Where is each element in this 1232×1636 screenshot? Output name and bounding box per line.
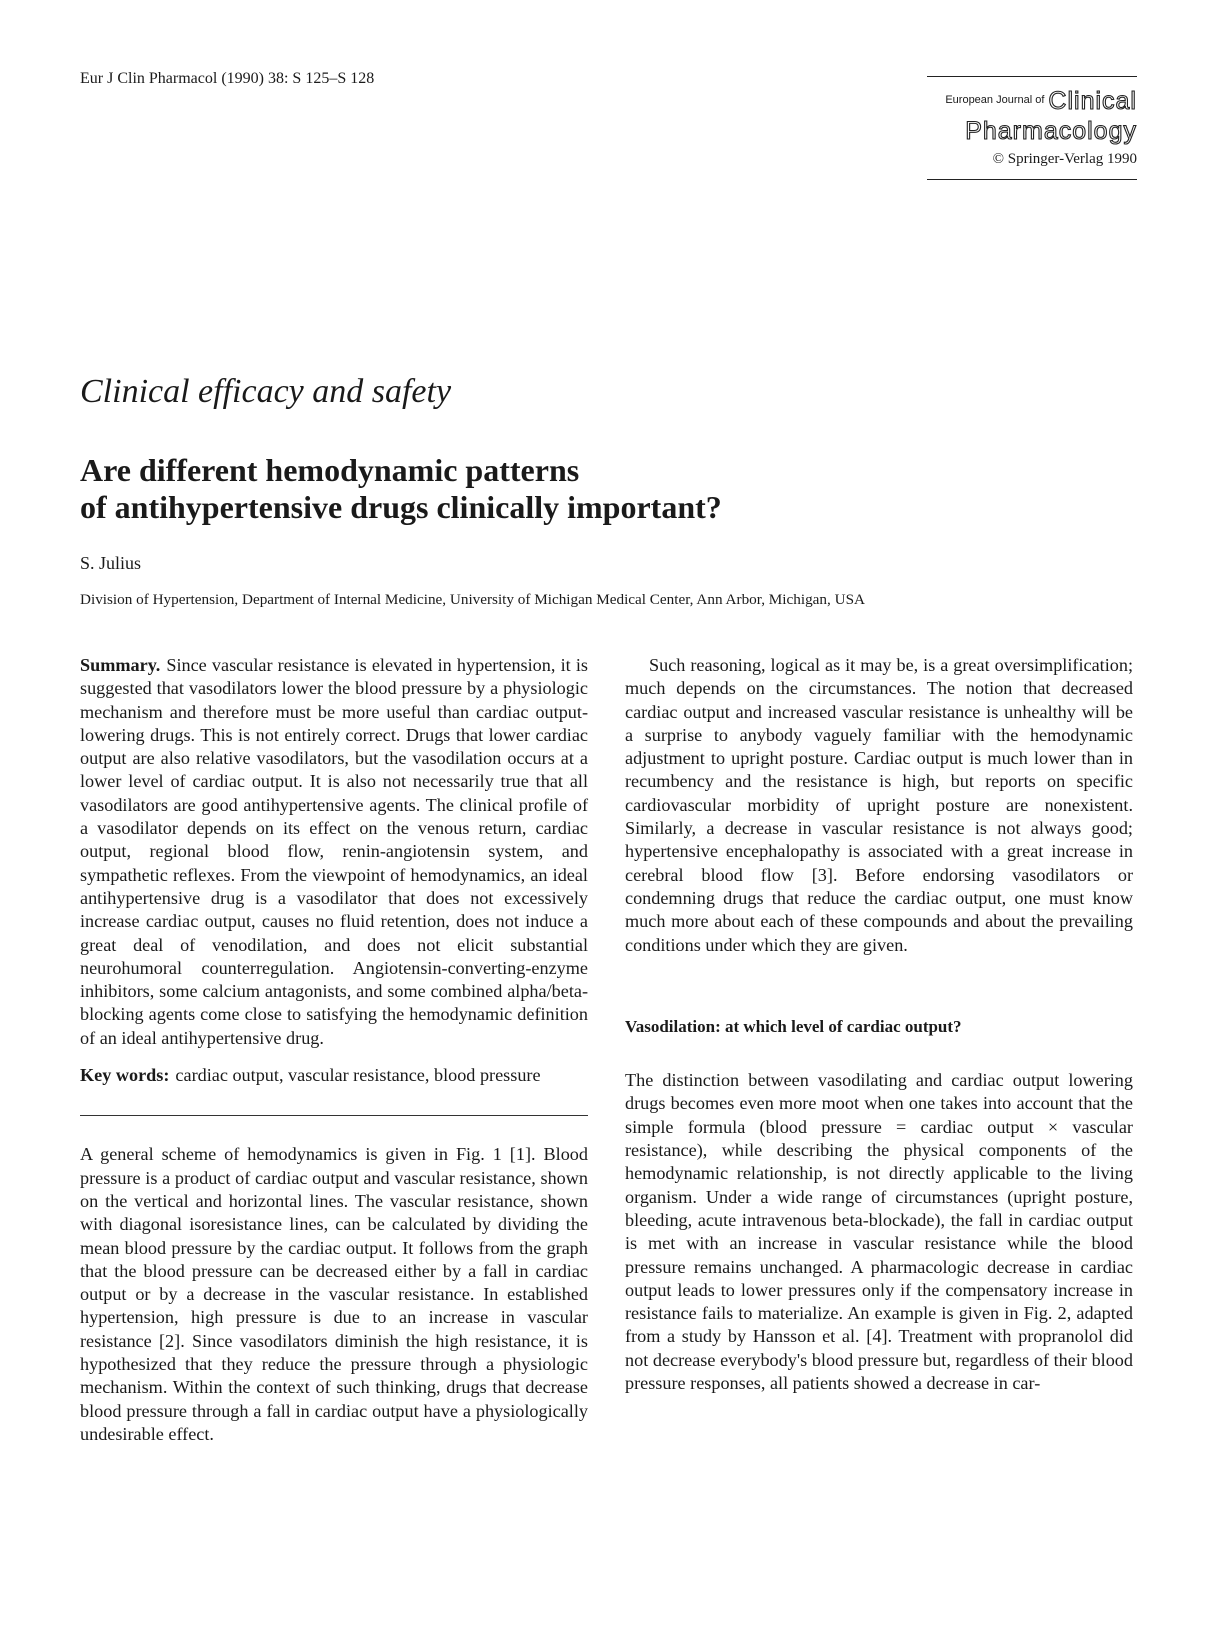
summary-label: Summary. — [80, 655, 161, 675]
keywords-paragraph — [80, 1064, 588, 1087]
body-paragraph-2: Such reasoning, logical as it may be, is a great oversimplification; much depends on the circumstances. The notion that decreased cardiac output and increased vascular resistance is unhealthy will be a surprise to anybody vaguely familiar with the hemodynamic adjustment to upright posture. Cardiac output is much lower than in recumbency and the resistance is high, but reports on specific cardiovascular morbidity of upright posture are nonexistent. Similarly, a decrease in vascular resistance is not always good; hypertensive encephalopathy is associated with a great increase in cerebral blood flow [3]. Before endorsing vasodilators or condemning drugs that reduce the cardiac output, one must know much more about each of these compounds and about the prevailing conditions under which they are given. — [625, 655, 1133, 955]
copyright-notice: © Springer-Verlag 1990 — [992, 151, 1137, 167]
intro-paragraph: A general scheme of hemodynamics is given in Fig. 1 [1]. Blood pressure is a product of cardiac output and vascular resistance, shown on the vertical and horizontal lines. The vascular resistance, shown with diagonal isoresistance lines, can be calculated by dividing the mean blood pressure by the cardiac output. It follows from the graph that the blood pressure can be decreased either by a fall in cardiac output or by a decrease in the vascular resistance. In established hypertension, high pressure is due to an increase in vascular resistance [2]. Since vasodilators diminish the high resistance, it is hypothesized that they reduce the pressure through a physiologic mechanism. Within the context of such thinking, drugs that decrease blood pressure through a fall in cardiac output have a physiologically undesirable effect. — [80, 1144, 588, 1444]
summary-paragraph — [80, 654, 588, 1050]
summary-text: Since vascular resistance is elevated in hypertension, it is suggested that vasodilators lower the blood pressure by a physiologic mechanism and therefore must be more useful than cardiac output-lowering drugs. This is not entirely correct. Drugs that lower cardiac output are also relative vasodilators, but the vasodilation occurs at a lower level of cardiac output. It is also not necessarily true that all vasodilators are good antihypertensive agents. The clinical profile of a vasodilator depends on its effect on the venous return, cardiac output, regional blood flow, renin-angiotensin system, and sympathetic reflexes. From the viewpoint of hemodynamics, an ideal antihypertensive drug is a vasodilator that does not excessively increase cardiac output, causes no fluid retention, does not induce a great deal of venodilation, and does not elicit substantial neurohumoral counterregulation. Angiotensin-converting-enzyme inhibitors, some calcium antagonists, and some combined alpha/beta-blocking agents come close to satisfying the hemodynamic definition of an ideal antihypertensive drug. — [80, 655, 588, 1048]
author-affiliation: Division of Hypertension, Department of Internal Medicine, University of Michigan Medical Center, Ann Arbor, Michigan, USA — [80, 591, 865, 608]
article-title — [80, 452, 722, 526]
summary-divider — [80, 1115, 588, 1116]
journal-citation: Eur J Clin Pharmacol (1990) 38: S 125–S 128 — [80, 70, 375, 87]
journal-logo-word-clinical: Clinical — [1048, 87, 1137, 115]
author-name: S. Julius — [80, 553, 142, 573]
journal-logo-small-text: European Journal of — [945, 94, 1045, 106]
article-title-line-2: of antihypertensive drugs clinically important? — [80, 489, 722, 525]
journal-logo-word-pharmacology: Pharmacology — [965, 117, 1137, 145]
right-column — [625, 654, 1133, 1395]
keywords-label: Key words: — [80, 1065, 170, 1086]
section-label: Clinical efficacy and safety — [80, 373, 452, 410]
left-column — [80, 654, 588, 1446]
section-heading: Vasodilation: at which level of cardiac output? — [625, 1016, 962, 1036]
article-title-line-1: Are different hemodynamic patterns — [80, 452, 580, 488]
journal-logo — [927, 76, 1137, 180]
keywords-text: cardiac output, vascular resistance, blood pressure — [175, 1065, 541, 1086]
body-paragraph-3: The distinction between vasodilating and cardiac output lowering drugs becomes even more moot when one takes into account that the simple formula (blood pressure = cardiac output × vascular resistance), while describing the physical components of the hemodynamic relationship, is not directly applicable to the living organism. Under a wide range of circumstances (upright posture, bleeding, acute intravenous beta-blockade), the fall in cardiac output is met with an increase in vascular resistance while the blood pressure remains unchanged. A pharmacologic decrease in cardiac output leads to lower pressures only if the compensatory increase in resistance fails to materialize. An example is given in Fig. 2, adapted from a study by Hansson et al. [4]. Treatment with propranolol did not decrease everybody's blood pressure but, regardless of their blood pressure responses, all patients showed a decrease in car- — [625, 1070, 1133, 1394]
